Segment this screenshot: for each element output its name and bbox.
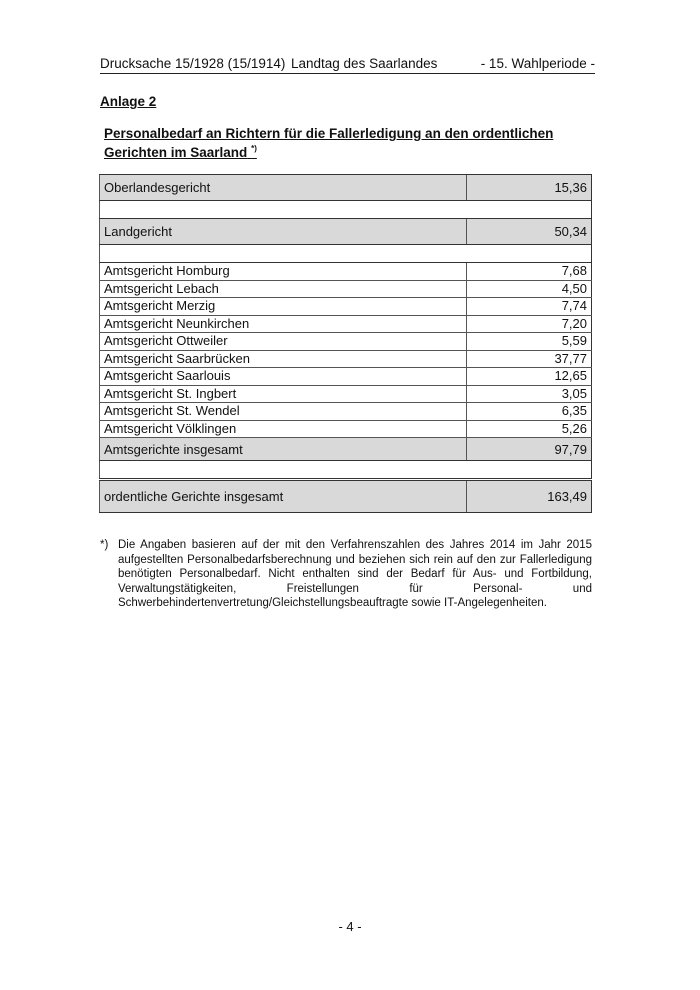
court-value: 37,77 — [467, 350, 592, 368]
court-value: 7,74 — [467, 298, 592, 316]
court-name: Amtsgericht St. Wendel — [100, 403, 467, 421]
table-row — [100, 333, 592, 351]
court-name: Amtsgericht Saarlouis — [100, 368, 467, 386]
subtotal-value: 97,79 — [467, 438, 592, 461]
appendix-label: Anlage 2 — [100, 94, 157, 109]
court-name: Amtsgericht Merzig — [100, 298, 467, 316]
footnote-mark: *) — [100, 539, 109, 551]
court-name: Amtsgericht Homburg — [100, 263, 467, 281]
court-value: 7,68 — [467, 263, 592, 281]
election-period: - 15. Wahlperiode - — [480, 56, 595, 71]
spacer-row — [100, 461, 592, 480]
court-name: Amtsgericht Völklingen — [100, 420, 467, 438]
court-value: 5,59 — [467, 333, 592, 351]
court-name: Amtsgericht Lebach — [100, 280, 467, 298]
table-row — [100, 368, 592, 386]
court-value: 3,05 — [467, 385, 592, 403]
court-value: 6,35 — [467, 403, 592, 421]
court-name: Amtsgericht Saarbrücken — [100, 350, 467, 368]
page-number: - 4 - — [338, 919, 362, 934]
table-row — [100, 403, 592, 421]
table-row-ag-total — [100, 438, 592, 461]
document-number: Drucksache 15/1928 (15/1914) — [100, 56, 286, 71]
court-name: Oberlandesgericht — [100, 175, 467, 201]
page-header — [100, 55, 595, 74]
court-value: 15,36 — [467, 175, 592, 201]
grand-total-label: ordentliche Gerichte insgesamt — [100, 480, 467, 513]
court-name: Amtsgericht Ottweiler — [100, 333, 467, 351]
table-title-text: Personalbedarf an Richtern für die Fallerledigung an den ordentlichen Gerichten im Saarland — [104, 126, 554, 160]
court-value: 12,65 — [467, 368, 592, 386]
court-name: Amtsgericht Neunkirchen — [100, 315, 467, 333]
table-row — [100, 280, 592, 298]
table-row — [100, 315, 592, 333]
spacer-row — [100, 201, 592, 219]
court-value: 50,34 — [467, 219, 592, 245]
court-value: 5,26 — [467, 420, 592, 438]
table-row — [100, 420, 592, 438]
table-row-olg — [100, 175, 592, 201]
staffing-table — [99, 174, 592, 513]
spacer-row — [100, 245, 592, 263]
subtotal-label: Amtsgerichte insgesamt — [100, 438, 467, 461]
footnote-text: Die Angaben basieren auf der mit den Verfahrenszahlen des Jahres 2014 im Jahr 2015 aufgestellten Personalbedarfsberechnung und beziehen sich rein auf den zur Fallerledigung benötigten Personalbedarf. Nicht enthalten sind der Bedarf für Aus- und Fortbildung, Verwaltungstätigkeiten, Freistellungen für Personal- und Schwerbehindertenvertretung/Gleichstellungsbeauftragte sowie IT-Angelegenheiten. — [118, 539, 592, 609]
grand-total-value: 163,49 — [467, 480, 592, 513]
title-footnote-mark: *) — [251, 144, 257, 153]
court-name: Landgericht — [100, 219, 467, 245]
table-row — [100, 298, 592, 316]
table-row — [100, 350, 592, 368]
court-value: 4,50 — [467, 280, 592, 298]
court-name: Amtsgericht St. Ingbert — [100, 385, 467, 403]
footnote — [100, 538, 592, 611]
court-value: 7,20 — [467, 315, 592, 333]
table-row — [100, 263, 592, 281]
table-title — [104, 126, 564, 160]
table-row-grand-total — [100, 480, 592, 513]
table-row-lg — [100, 219, 592, 245]
table-row — [100, 385, 592, 403]
parliament-name: Landtag des Saarlandes — [291, 56, 438, 71]
